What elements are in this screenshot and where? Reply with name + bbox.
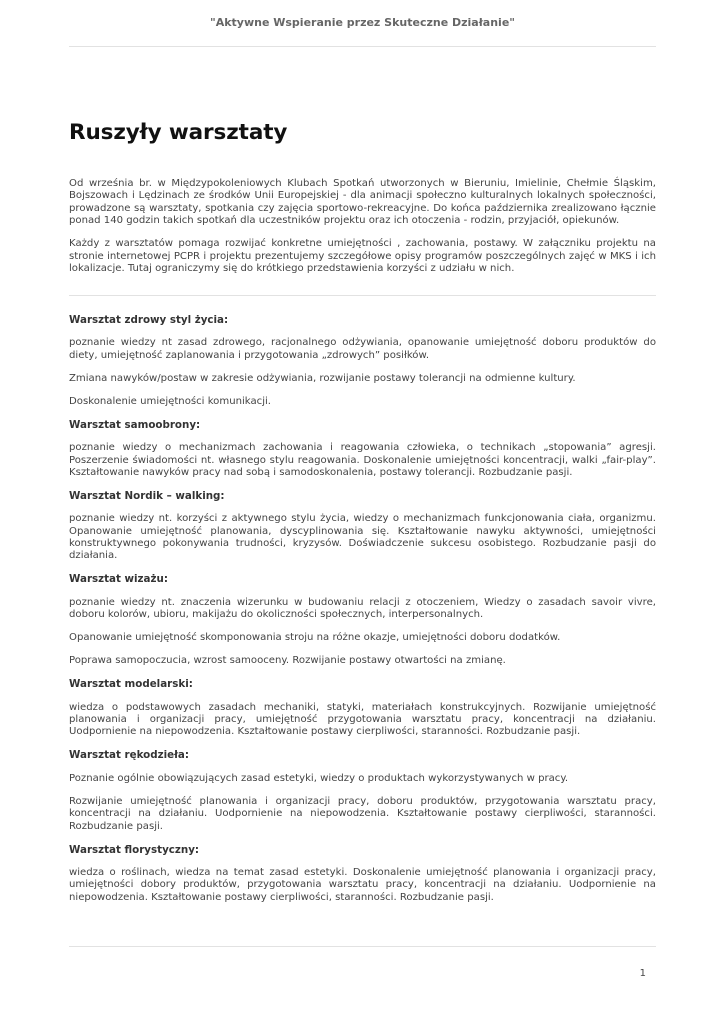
workshop-heading: Warsztat modelarski:	[69, 678, 193, 691]
workshop-paragraph: poznanie wiedzy nt. korzyści z aktywnego stylu życia, wiedzy o mechanizmach funkcjonowania ciała, organizmu. Opanowanie umiejętność planowania, dyscyplinowania się. Kształtowanie nawyku aktywności, umiejętności konstruktywnego pokonywania trudności, kryzysów. Doświadczenie sukcesu osobistego. Rozbudzanie pasji do działania.	[69, 513, 656, 562]
workshop-heading: Warsztat samoobrony:	[69, 419, 201, 431]
workshop-section	[69, 419, 656, 479]
workshop-paragraph: poznanie wiedzy nt. znaczenia wizerunku w budowaniu relacji z otoczeniem, Wiedzy o zasadach savoir vivre, doboru kolorów, ubioru, makijażu do okoliczności społecznych, interpersonalnych.	[69, 596, 656, 620]
workshop-paragraph: poznanie wiedzy o mechanizmach zachowania i reagowania człowieka, o technikach „stopowania” agresji. Poszerzenie świadomości nt. własnego stylu reagowania. Doskonalenie umiejętności koncentracji, walki „fair-play”. Kształtowanie nawyków pracy nad sobą i samodoskonalenia, postawy tolerancji. Rozbudzanie pasji.	[69, 442, 656, 478]
workshop-paragraph: Opanowanie umiejętność skomponowania stroju na różne okazje, umiejętności doboru dodatków.	[69, 632, 561, 644]
workshop-paragraph: Rozwijanie umiejętność planowania i organizacji pracy, doboru produktów, przygotowania warsztatu pracy, koncentracji na działaniu. Uodpornienie na niepowodzenia. Kształtowanie postawy cierpliwości, staranności. Rozbudzanie pasji.	[69, 795, 656, 832]
workshop-section	[69, 678, 656, 738]
workshop-paragraph: Zmiana nawyków/postaw w zakresie odżywiania, rozwijanie postawy tolerancji na odmienne kultury.	[69, 372, 576, 384]
workshop-paragraph: wiedza o podstawowych zasadach mechaniki, statyki, materiałach konstrukcyjnych. Rozwijanie umiejętność planowania i organizacji pracy, umiejętność przygotowania warsztatu pracy, koncentracji na działaniu. Uodpornienie na niepowodzenia. Kształtowanie postawy cierpliwości, staranności. Rozbudzanie pasji.	[69, 701, 656, 738]
workshop-heading: Warsztat Nordik – walking:	[69, 490, 225, 502]
section-divider	[69, 295, 656, 296]
workshop-heading: Warsztat rękodzieła:	[69, 749, 189, 762]
article-title: Ruszyły warsztaty	[69, 120, 288, 145]
workshop-paragraph: poznanie wiedzy nt zasad zdrowego, racjonalnego odżywiania, opanowanie umiejętność doboru produktów do diety, umiejętność zaplanowania i przygotowania „zdrowych” posiłków.	[69, 337, 656, 361]
workshop-section	[69, 314, 656, 408]
article-intro	[69, 178, 656, 276]
workshop-section	[69, 573, 656, 667]
workshop-list	[69, 314, 656, 904]
workshop-paragraph: wiedza o roślinach, wiedza na temat zasad estetyki. Doskonalenie umiejętność planowania i organizacji pracy, umiejętności dobory produktów, przygotowania warsztatu pracy, koncentracji na działaniu. Uodpornienie na niepowodzenia. Kształtowanie postawy cierpliwości, staranności. Rozbudzanie pasji.	[69, 866, 656, 903]
workshop-paragraph: Doskonalenie umiejętności komunikacji.	[69, 396, 272, 407]
page-header-title: "Aktywne Wspieranie przez Skuteczne Działanie"	[209, 16, 516, 29]
workshop-section	[69, 490, 656, 563]
intro-paragraph: Od września br. w Międzypokoleniowych Klubach Spotkań utworzonych w Bieruniu, Imielinie, Chełmie Śląskim, Bojszowach i Lędzinach ze środków Unii Europejskiej - dla animacji społeczno kulturalnych lokalnych społeczności, prowadzone są warsztaty, spotkania czy zajęcia sportowo-rekreacyjne. Do końca października zrealizowano łącznie ponad 140 godzin takich spotkań dla uczestników projektu oraz ich otoczenia - rodzin, przyjaciół, opiekunów.	[69, 178, 656, 227]
header-divider	[69, 46, 656, 47]
intro-paragraph: Każdy z warsztatów pomaga rozwijać konkretne umiejętności , zachowania, postawy. W załączniku projektu na stronie internetowej PCPR i projektu prezentujemy szczegółowe opisy programów poszczególnych zajęć w MKS i ich lokalizacje. Tutaj ograniczymy się do krótkiego przedstawienia korzyści z udziału w nich.	[69, 238, 656, 275]
workshop-paragraph: Poprawa samopoczucia, wzrost samooceny. Rozwijanie postawy otwartości na zmianę.	[69, 655, 506, 667]
footer-divider	[69, 946, 656, 947]
workshop-heading: Warsztat zdrowy styl życia:	[69, 314, 229, 326]
workshop-section	[69, 844, 656, 904]
page-number: 1	[639, 968, 646, 979]
workshop-heading: Warsztat florystyczny:	[69, 843, 200, 856]
workshop-section	[69, 749, 656, 833]
workshop-paragraph: Poznanie ogólnie obowiązujących zasad estetyki, wiedzy o produktach wykorzystywanych w pracy.	[69, 772, 569, 784]
workshop-heading: Warsztat wizażu:	[69, 573, 168, 586]
